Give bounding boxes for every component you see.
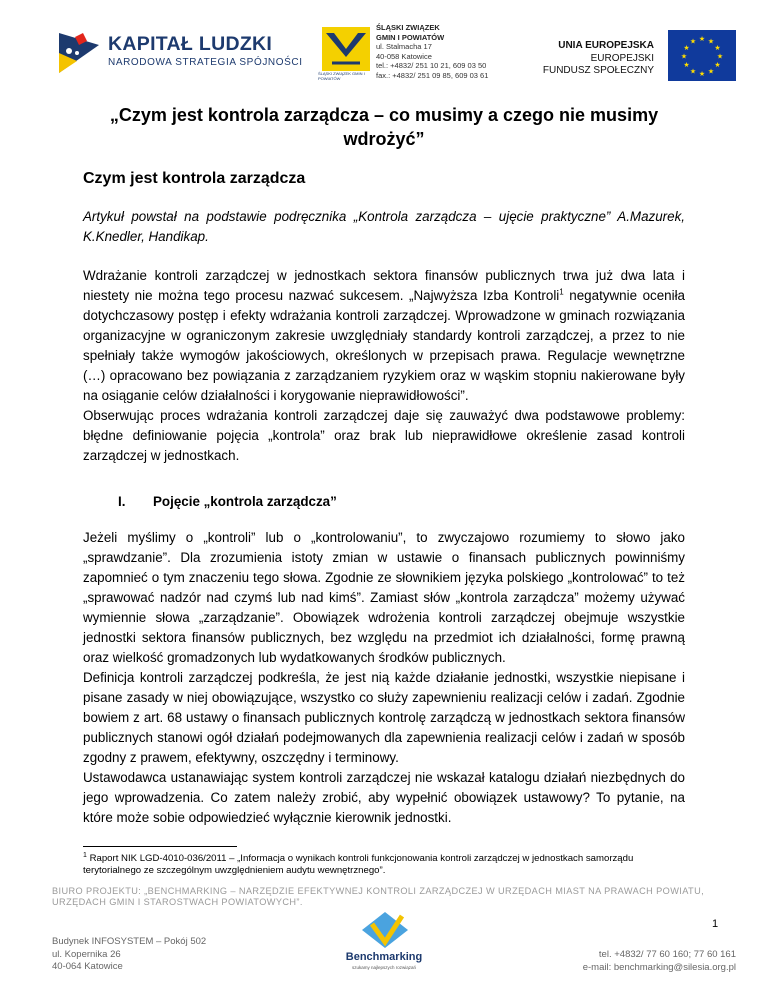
sz-fax: fax.: +4832/ 251 09 85, 609 03 61 [376,70,489,80]
project-office-line: BIURO PROJEKTU: „BENCHMARKING – NARZĘDZIE EFEKTYWNEJ KONTROLI ZARZĄDCZEJ W URZĘDACH MIAST NA PRAWACH POWIATU, URZĘDACH GMIN I STAROSTWACH POWIATOWYCH”. [52,886,705,907]
address-line2: ul. Kopernika 26 [52,948,121,960]
eu-text [540,40,654,78]
svg-text:★: ★ [698,70,706,78]
footnote-separator [83,846,237,847]
footnote-text: Raport NIK LGD-4010-036/2011 – „Informacja o wynikach kontroli funkcjonowania kontroli zarządczej w jednostkach samorządu terytorialnego ze szczególnym uwzględnieniem audytu wewnętrznego”. [83,853,634,876]
sz-address1: ul. Stalmacha 17 [376,42,432,52]
paragraph-4: Definicja kontroli zarządczej podkreśla, że jest nią każde działanie jednostki, wszystkie niepisane i pisane zasady w niej obowiązujące, wszystko co służy zapewnieniu realizacji celów i zadań. Zgodnie bowiem z art. 68 ustawy o finansach publicznych kontrolę zarządczą w jednostkach sektora finansów publicznych stanowi ogół działań podejmowanych dla zapewnienia realizacji celów i zadań w sposób zgodny z prawem, efektywny, oszczędny i terminowy. [83,670,685,765]
slaski-zwiazek-logo [322,27,370,71]
footer-address [52,936,206,974]
paragraph-5: Ustawodawca ustanawiając system kontroli zarządczej nie wskazał katalogu działań niezbędnych do jego wprowadzenia. Co zatem należy zrobić, aby wypełnić obowiązek ustawowy? To pytanie, na które może sobie odpowiedzieć wyłącznie kierownik jednostki. [83,770,685,825]
footer-contact [540,949,736,974]
kapital-ludzki-subtitle: NARODOWA STRATEGIA SPÓJNOŚCI [108,57,303,68]
kapital-ludzki-title: KAPITAŁ LUDZKI [108,33,273,55]
benchmarking-tagline: szukamy najlepszych rozwiązań [351,965,417,970]
sz-name-line1: ŚLĄSKI ZWIĄZEK [376,23,440,32]
sz-address2: 40-058 Katowice [376,51,432,61]
document-title: „Czym jest kontrola zarządcza – co musimy a czego nie musimy wdrożyć” [109,105,659,149]
footer-tel: tel. +4832/ 77 60 160; 77 60 161 [598,949,736,960]
svg-text:★: ★ [680,52,688,61]
slaski-zwiazek-contact [376,23,488,81]
svg-text:★: ★ [689,67,697,76]
eu-line1: UNIA EUROPEJSKA [558,40,654,51]
svg-text:★: ★ [716,52,724,61]
svg-text:★: ★ [714,61,721,69]
svg-text:★: ★ [683,44,690,52]
footnote-number: 1 [83,851,87,859]
paragraph-1-part2: negatywnie oceniła dotychczasowy postęp i efekty wdrażania kontroli zarządczej. Wprowadzone w gminach rozwiązania organizacyjne w ograniczonym zakresie uwzględniały standardy kontroli zarządczej, a przez to nie spełniały także wymogów jakościowych, określonych w przepisach prawa. Regulacje wewnętrzne (…) opracowano bez powiązania z zarządzaniem ryzykiem oraz w wąskim stopniu nakierowane były na osiąganie celów działalności i korygowanie nieprawidłowości”. [83,288,685,403]
address-line3: 40-064 Katowice [52,961,123,972]
svg-text:★: ★ [707,37,715,46]
eu-flag-icon [668,30,736,81]
section-number: I. [118,494,126,509]
eu-line2: EUROPEJSKI [590,52,654,64]
paragraph-1 [83,266,685,406]
footnote [83,853,688,877]
intro-paragraph: Artykuł powstał na podstawie podręcznika „Kontrola zarządcza – ujęcie praktyczne” A.Mazurek, K.Knedler, Handikap. [83,209,685,244]
benchmarking-logo [358,910,412,950]
kapital-ludzki-logo [55,27,103,75]
svg-text:★: ★ [698,35,706,43]
svg-text:★: ★ [707,67,715,76]
slaski-zwiazek-logo-caption: ŚLĄSKI ZWIĄZEK GMIN I POWIATÓW [318,71,365,81]
section-heading: Czym jest kontrola zarządcza [83,170,306,187]
footer-email: e-mail: benchmarking@silesia.org.pl [582,961,736,973]
paragraph-1-part1: Wdrażanie kontroli zarządczej w jednostkach sektora finansów publicznych trwa już dwa lata i niestety nie można tego procesu nazwać sukcesem. „Najwyższa Izba Kontroli [83,268,685,303]
svg-text:★: ★ [714,44,721,52]
page-number: 1 [712,918,719,930]
svg-text:★: ★ [683,61,690,69]
eu-line3: FUNDUSZ SPOŁECZNY [542,65,654,76]
section-title: Pojęcie „kontrola zarządcza” [153,494,337,509]
benchmarking-name: Benchmarking [345,951,423,963]
sz-tel: tel.: +4832/ 251 10 21, 609 03 50 [376,61,487,71]
address-line1: Budynek INFOSYSTEM – Pokój 502 [52,936,207,947]
footnote-reference: 1 [559,287,564,297]
paragraph-3: Jeżeli myślimy o „kontroli” lub o „kontrolowaniu”, to zwyczajowo rozumiemy to słowo jako „sprawdzanie”. Dla zrozumienia istoty zmian w ustawie o finansach publicznych powinniśmy zapomnieć o tym znaczeniu tego słowa. Zgodnie ze słownikiem języka polskiego „kontrolować” to też „sprawować nadzór nad czymś lub nad kimś”. Zamiast słów „kontrola zarządcza” możemy używać wymiennie słowa „zarządzanie”. Obowiązek wdrożenia kontroli zarządczej obejmuje wszystkie jednostki sektora finansów publicznych, bez względu na przedmiot ich działalności, formę prawną oraz wielkość gromadzonych lub wydatkowanych środków publicznych. [83,530,685,665]
paragraph-2: Obserwując proces wdrażania kontroli zarządczej daje się zauważyć dwa podstawowe problemy: błędne definiowanie pojęcia „kontrola” oraz brak lub nieprawidłowe określenie zasad kontroli zarządczej w jednostkach. [83,408,685,463]
sz-name-line2: GMIN I POWIATÓW [376,32,445,42]
svg-text:★: ★ [689,37,697,46]
